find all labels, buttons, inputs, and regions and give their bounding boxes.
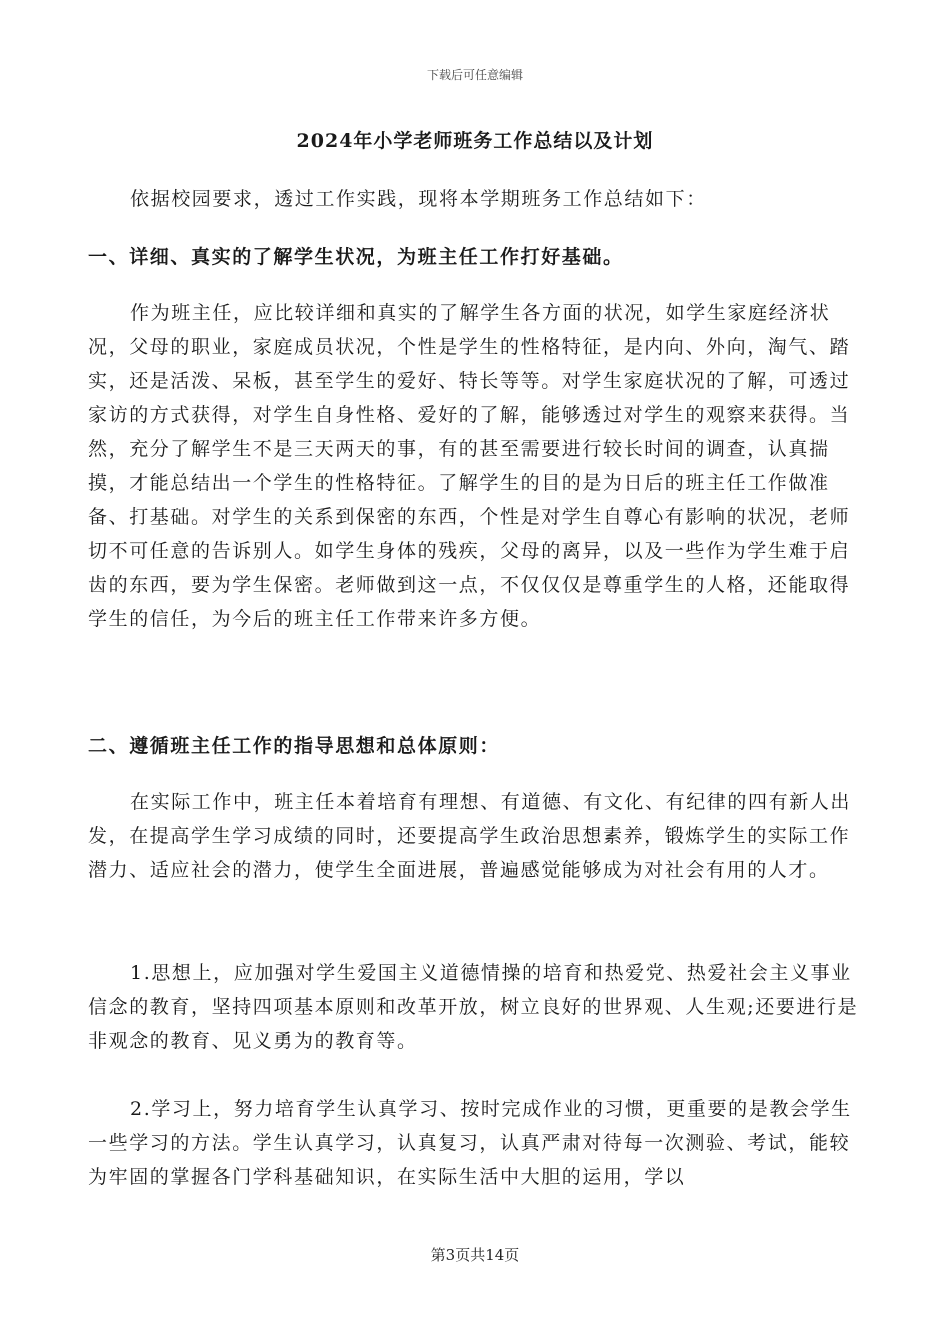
item1-paragraph: 1.思想上，应加强对学生爱国主义道德情操的培育和热爱党、热爱社会主义事业信念的教育，坚持四项基本原则和改革开放，树立良好的世界观、人生观;还要进行是非观念的教育、见义勇为的教育等。 <box>88 962 859 1052</box>
section1-heading: 一、详细、真实的了解学生状况，为班主任工作打好基础。 <box>88 246 624 268</box>
item2-paragraph: 2.学习上，努力培育学生认真学习、按时完成作业的习惯，更重要的是教会学生一些学习的方法。学生认真学习，认真复习，认真严肃对待每一次测验、考试，能较为牢固的掌握各门学科基础知识，在实际生活中大胆的运用，学以 <box>88 1098 852 1188</box>
section1-paragraph: 作为班主任，应比较详细和真实的了解学生各方面的状况，如学生家庭经济状况，父母的职业，家庭成员状况，个性是学生的性格特征，是内向、外向，淘气、踏实，还是活泼、呆板，甚至学生的爱好、特长等等。对学生家庭状况的了解，可透过家访的方式获得，对学生自身性格、爱好的了解，能够透过对学生的观察来获得。当然，充分了解学生不是三天两天的事，有的甚至需要进行较长时间的调查，认真揣摸，才能总结出一个学生的性格特征。了解学生的目的是为日后的班主任工作做准备、打基础。对学生的关系到保密的东西，个性是对学生自尊心有影响的状况，老师切不可任意的告诉别人。如学生身体的残疾，父母的离异，以及一些作为学生难于启齿的东西，要为学生保密。老师做到这一点，不仅仅仅是尊重学生的人格，还能取得学生的信任，为今后的班主任工作带来许多方便。 <box>88 302 851 630</box>
intro-paragraph: 依据校园要求，透过工作实践，现将本学期班务工作总结如下： <box>130 188 707 210</box>
document-title: 2024年小学老师班务工作总结以及计划 <box>296 130 654 152</box>
page-number-footer: 第3页共14页 <box>430 1246 520 1264</box>
section2-heading: 二、遵循班主任工作的指导思想和总体原则： <box>88 735 501 757</box>
header-note: 下载后可任意编辑 <box>426 68 523 82</box>
section2-paragraph: 在实际工作中，班主任本着培育有理想、有道德、有文化、有纪律的四有新人出发，在提高学生学习成绩的同时，还要提高学生政治思想素养，锻炼学生的实际工作潜力、适应社会的潜力，使学生全面进展，普遍感觉能够成为对社会有用的人才。 <box>88 791 852 881</box>
